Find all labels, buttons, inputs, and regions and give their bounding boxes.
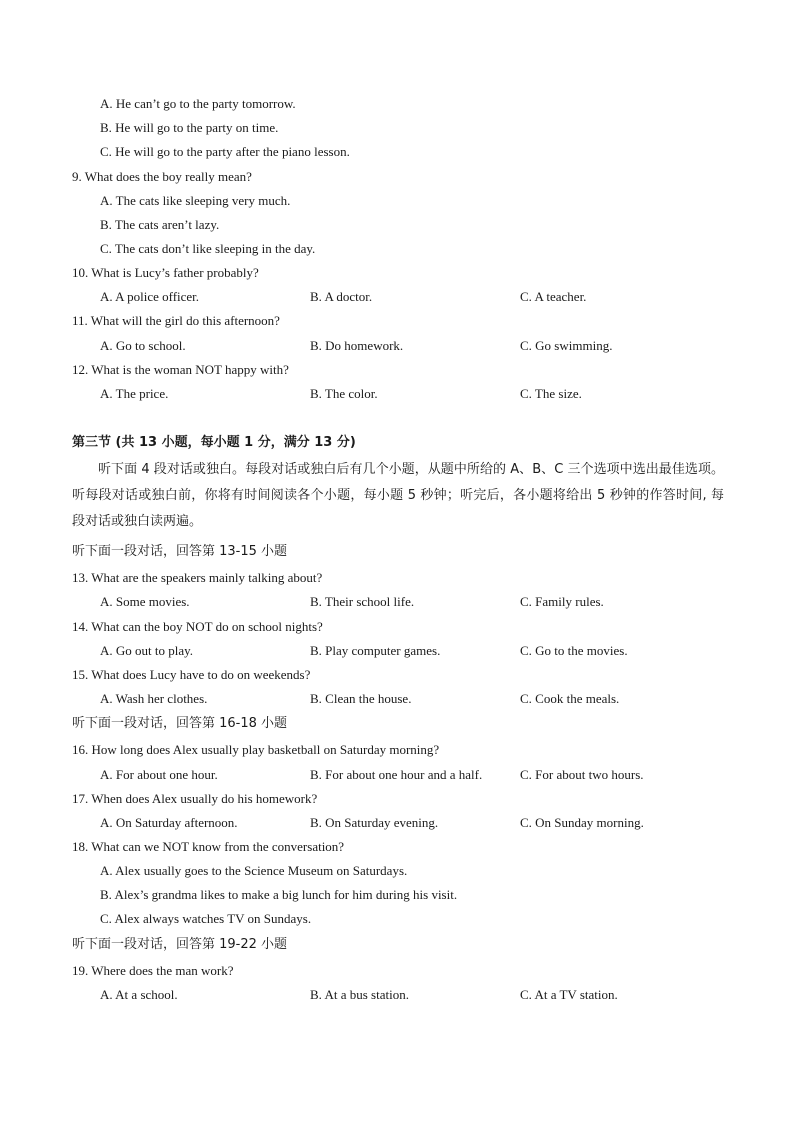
q10-option-c: C. A teacher. bbox=[520, 289, 587, 304]
q16-option-a: A. For about one hour. bbox=[100, 767, 218, 782]
q17-option-c: C. On Sunday morning. bbox=[520, 815, 644, 830]
q11-option-c: C. Go swimming. bbox=[520, 338, 613, 353]
q10-option-b: B. A doctor. bbox=[310, 289, 373, 304]
q9-option-a: A. The cats like sleeping very much. bbox=[100, 193, 291, 208]
q17-option-a: A. On Saturday afternoon. bbox=[100, 815, 238, 830]
q12-question: 12. What is the woman NOT happy with? bbox=[72, 362, 289, 377]
q14-question: 14. What can the boy NOT do on school nights? bbox=[72, 619, 323, 634]
q14-option-a: A. Go out to play. bbox=[100, 643, 194, 658]
q9-option-c: C. The cats don’t like sleeping in the day. bbox=[100, 241, 316, 256]
section3-heading: 第三节 (共 13 小题，每小题 1 分，满分 13 分) bbox=[72, 435, 356, 450]
q18-option-c: C. Alex always watches TV on Sundays. bbox=[100, 911, 312, 926]
q17-question: 17. When does Alex usually do his homework? bbox=[72, 791, 318, 806]
q13-option-c: C. Family rules. bbox=[520, 594, 604, 609]
q14-option-c: C. Go to the movies. bbox=[520, 643, 628, 658]
q19-option-c: C. At a TV station. bbox=[520, 987, 618, 1002]
q13-question: 13. What are the speakers mainly talking about? bbox=[72, 570, 323, 585]
q15-option-a: A. Wash her clothes. bbox=[100, 691, 208, 706]
q16-option-b: B. For about one hour and a half. bbox=[310, 767, 483, 782]
q8-option-b: B. He will go to the party on time. bbox=[100, 120, 279, 135]
q12-option-b: B. The color. bbox=[310, 386, 378, 401]
q8-option-c: C. He will go to the party after the piano lesson. bbox=[100, 144, 350, 159]
q16-question: 16. How long does Alex usually play basketball on Saturday morning? bbox=[72, 742, 440, 757]
q11-option-b: B. Do homework. bbox=[310, 338, 404, 353]
q19-option-a: A. At a school. bbox=[100, 987, 178, 1002]
q11-option-a: A. Go to school. bbox=[100, 338, 186, 353]
section3-instructions: 听下面 4 段对话或独白。每段对话或独白后有几个小题，从题中所给的 A、B、C 三个选项中选出最佳选项。听每段对话或独白前，你将有时间阅读各个小题，每小题 5 秒钟；听完后，各小题将给出 5 秒钟的作答时间, 每段对话或独白读两遍。 bbox=[72, 462, 724, 529]
q8-option-a: A. He can’t go to the party tomorrow. bbox=[100, 96, 296, 111]
q18-option-a: A. Alex usually goes to the Science Museum on Saturdays. bbox=[100, 863, 408, 878]
dialog3-label: 听下面一段对话，回答第 19-22 小题 bbox=[72, 937, 288, 952]
q14-option-b: B. Play computer games. bbox=[310, 643, 441, 658]
q18-option-b: B. Alex’s grandma likes to make a big lunch for him during his visit. bbox=[100, 887, 458, 902]
q10-question: 10. What is Lucy’s father probably? bbox=[72, 265, 259, 280]
q19-question: 19. Where does the man work? bbox=[72, 963, 234, 978]
q15-option-b: B. Clean the house. bbox=[310, 691, 412, 706]
dialog1-label: 听下面一段对话，回答第 13-15 小题 bbox=[72, 544, 288, 559]
q9-option-b: B. The cats aren’t lazy. bbox=[100, 217, 220, 232]
q19-option-b: B. At a bus station. bbox=[310, 987, 409, 1002]
q12-option-a: A. The price. bbox=[100, 386, 169, 401]
q17-option-b: B. On Saturday evening. bbox=[310, 815, 439, 830]
q12-option-c: C. The size. bbox=[520, 386, 582, 401]
q13-option-a: A. Some movies. bbox=[100, 594, 190, 609]
q15-option-c: C. Cook the meals. bbox=[520, 691, 620, 706]
dialog2-label: 听下面一段对话，回答第 16-18 小题 bbox=[72, 716, 288, 731]
q10-option-a: A. A police officer. bbox=[100, 289, 200, 304]
q15-question: 15. What does Lucy have to do on weekends? bbox=[72, 667, 311, 682]
q16-option-c: C. For about two hours. bbox=[520, 767, 644, 782]
q11-question: 11. What will the girl do this afternoon? bbox=[72, 313, 280, 328]
q9-question: 9. What does the boy really mean? bbox=[72, 169, 252, 184]
q18-question: 18. What can we NOT know from the conversation? bbox=[72, 839, 345, 854]
q13-option-b: B. Their school life. bbox=[310, 594, 415, 609]
